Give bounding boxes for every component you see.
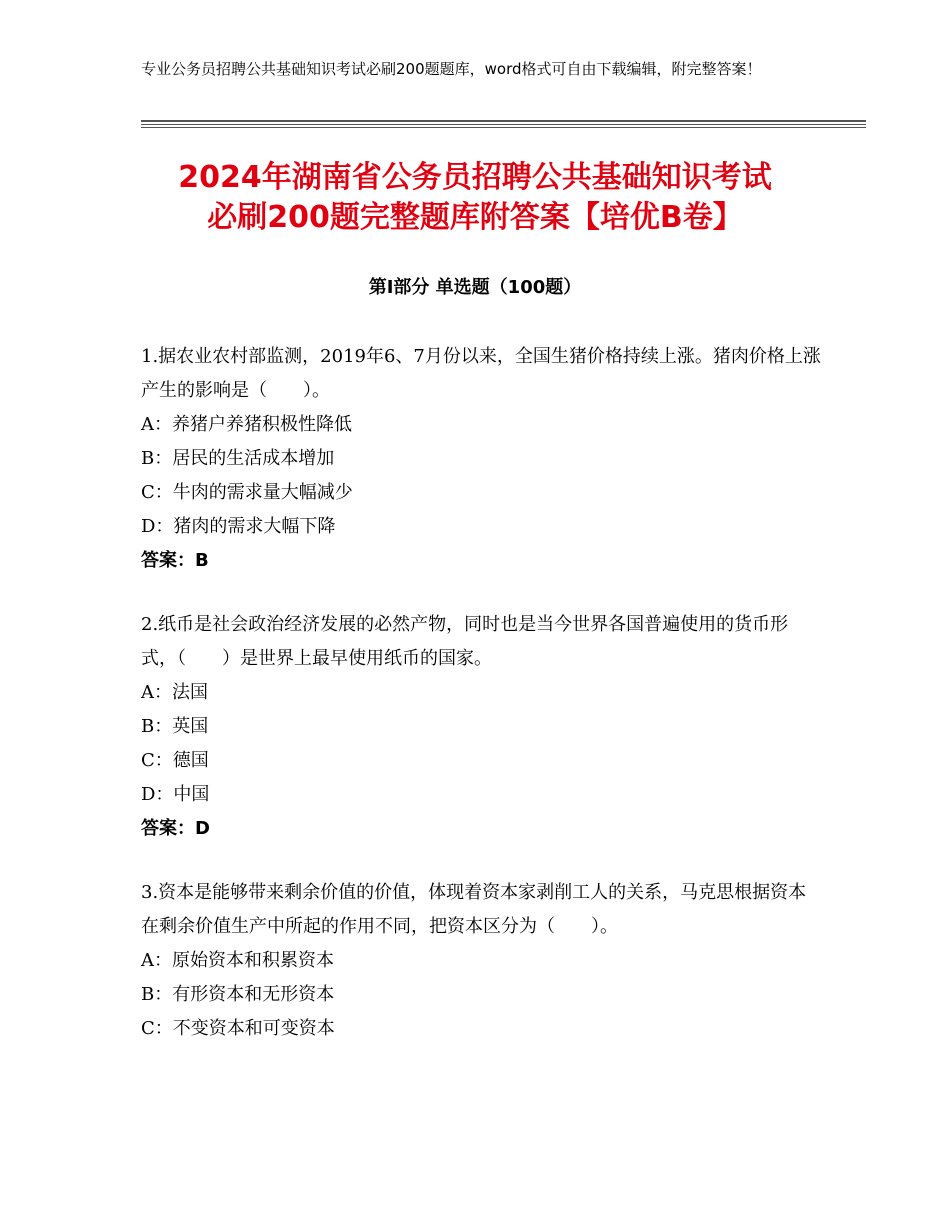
option-a: A：法国 [141, 682, 208, 703]
option-c: C：牛肉的需求量大幅减少 [141, 482, 353, 503]
answer: 答案：B [141, 550, 209, 571]
answer: 答案：D [141, 818, 210, 839]
header-divider [141, 124, 866, 125]
section-title: 第Ⅰ部分 单选题（100题） [368, 277, 582, 298]
question-2 [141, 608, 821, 846]
header-note: 专业公务员招聘公共基础知识考试必刷200题题库，word格式可自由下载编辑，附完整答案！ [141, 60, 762, 78]
question-3 [141, 876, 821, 1046]
question-stem: 1.据农业农村部监测，2019年6、7月份以来，全国生猪价格持续上涨。猪肉价格上涨产生的影响是（ ）。 [141, 346, 821, 401]
header-divider [141, 120, 866, 122]
option-b: B：居民的生活成本增加 [141, 448, 335, 469]
document-title [100, 158, 850, 238]
option-c: C：不变资本和可变资本 [141, 1018, 335, 1039]
option-a: A：养猪户养猪积极性降低 [141, 414, 352, 435]
option-a: A：原始资本和积累资本 [141, 950, 334, 971]
option-b: B：英国 [141, 716, 209, 737]
question-list [141, 340, 821, 1076]
title-line-1: 2024年湖南省公务员招聘公共基础知识考试 [178, 160, 772, 195]
option-c: C：德国 [141, 750, 209, 771]
question-1 [141, 340, 821, 578]
title-line-2: 必刷200题完整题库附答案【培优B卷】 [207, 200, 743, 235]
header-divider [141, 127, 866, 128]
question-stem: 2.纸币是社会政治经济发展的必然产物，同时也是当今世界各国普遍使用的货币形式，（ ）是世界上最早使用纸币的国家。 [141, 614, 789, 669]
option-d: D：中国 [141, 784, 210, 805]
option-b: B：有形资本和无形资本 [141, 984, 335, 1005]
option-d: D：猪肉的需求大幅下降 [141, 516, 336, 537]
question-stem: 3.资本是能够带来剩余价值的价值，体现着资本家剥削工人的关系，马克思根据资本在剩余价值生产中所起的作用不同，把资本区分为（ ）。 [141, 882, 807, 937]
